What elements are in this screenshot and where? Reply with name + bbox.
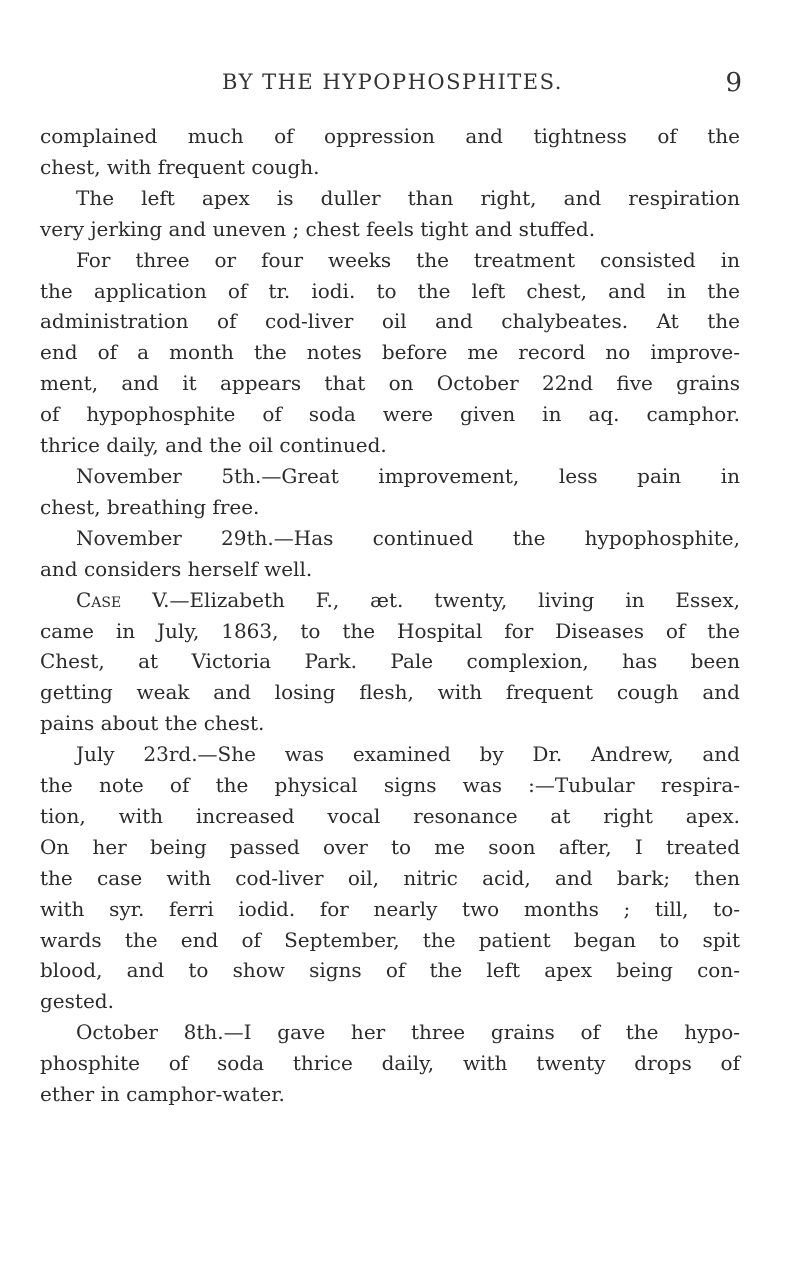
text-line: very jerking and uneven ; chest feels tight and stuffed. — [40, 216, 596, 241]
text-line: ment, and it appears that on October 22nd five grains — [40, 371, 740, 396]
text-line: July 23rd.—She was examined by Dr. Andrew, and — [76, 742, 740, 767]
text-line: phosphite of soda thrice daily, with twenty drops of — [40, 1051, 740, 1076]
text-line: of hypophosphite of soda were given in aq. camphor. — [40, 402, 740, 427]
text-line: with syr. ferri iodid. for nearly two months ; till, to- — [40, 896, 740, 921]
running-title: BY THE HYPOPHOSPHITES. — [222, 70, 563, 94]
running-head — [52, 68, 742, 104]
text-line: administration of cod-liver oil and chalybeates. At the — [40, 309, 740, 334]
text-line: The left apex is duller than right, and respiration — [76, 185, 740, 210]
text-line: ether in camphor-water. — [40, 1082, 285, 1107]
text-line: wards the end of September, the patient began to spit — [40, 927, 740, 952]
text-line: chest, with frequent cough. — [40, 154, 320, 179]
text-line: came in July, 1863, to the Hospital for Diseases of the — [40, 618, 740, 643]
text-line: the note of the physical signs was :—Tubular respira- — [40, 773, 740, 798]
text-line: getting weak and losing flesh, with frequent cough and — [40, 680, 740, 705]
text-line: and considers herself well. — [40, 556, 313, 581]
text-line: gested. — [40, 989, 114, 1014]
text-line: end of a month the notes before me record no improve- — [40, 340, 740, 365]
text-line: complained much of oppression and tightness of the — [40, 124, 740, 148]
text-line: November 29th.—Has continued the hypophosphite, — [76, 525, 740, 550]
text-line: pains about the chest. — [40, 711, 265, 736]
text-line: For three or four weeks the treatment consisted in — [76, 247, 740, 272]
text-line: tion, with increased vocal resonance at right apex. — [40, 803, 740, 828]
text-line: blood, and to show signs of the left apex being con- — [40, 958, 740, 983]
text-line: October 8th.—I gave her three grains of the hypo- — [76, 1020, 740, 1045]
text-line: the case with cod-liver oil, nitric acid, and bark; then — [40, 865, 740, 890]
text-line: the application of tr. iodi. to the left chest, and in the — [40, 278, 740, 303]
page-number: 9 — [725, 68, 742, 98]
text-line: thrice daily, and the oil continued. — [40, 433, 387, 458]
text-line: On her being passed over to me soon after, I treated — [40, 834, 740, 859]
text-line: November 5th.—Great improvement, less pain in — [76, 463, 740, 488]
case-label: Case — [76, 587, 122, 612]
text-line: Case V.—Elizabeth F., æt. twenty, living in Essex, — [76, 587, 740, 612]
body-text — [40, 121, 740, 1110]
text-line: chest, breathing free. — [40, 494, 260, 519]
text-line: Chest, at Victoria Park. Pale complexion, has been — [40, 649, 740, 674]
